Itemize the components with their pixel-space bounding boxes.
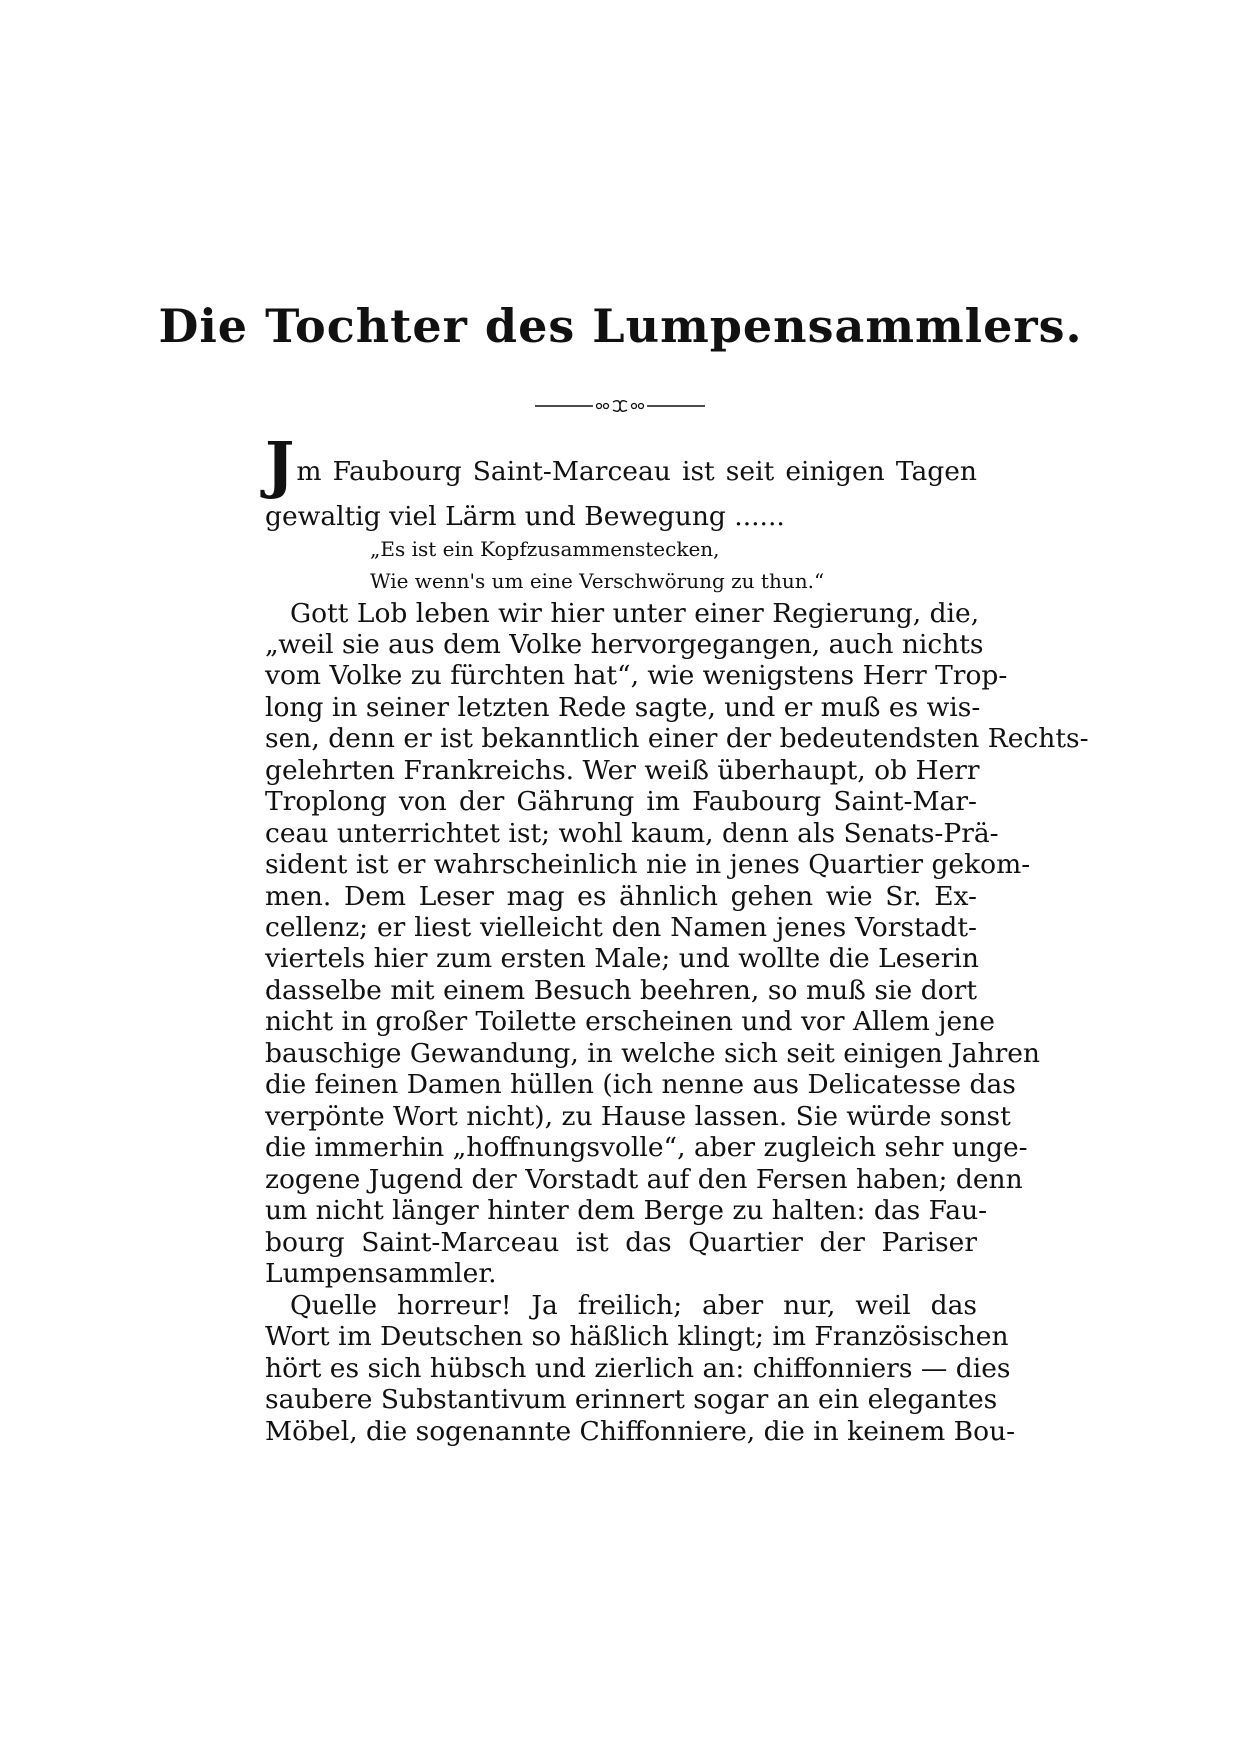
text-line: nicht in großer Toilette erscheinen und vor Allem jene: [265, 1006, 995, 1037]
text-line: saubere Substantivum erinnert sogar an ein elegantes: [265, 1384, 998, 1415]
text-line: cellenz; er liest vielleicht den Namen jenes Vorstadt-: [265, 912, 977, 943]
ornament-divider: [535, 396, 705, 416]
text-line: hört es sich hübsch und zierlich an: chiffonniers — dies: [265, 1353, 1011, 1384]
text-line: long in seiner letzten Rede sagte, und er muß es wis-: [265, 692, 981, 723]
text-line: gelehrten Frankreichs. Wer weiß überhaupt, ob Herr: [265, 755, 980, 786]
verse-line: „Es ist ein Kopfzusammenstecken,: [370, 537, 720, 561]
chapter-title: Die Tochter des Lumpensammlers.: [158, 299, 1083, 353]
text-line: um nicht länger hinter dem Berge zu halten: das Fau-: [265, 1195, 988, 1226]
text-line: verpönte Wort nicht), zu Hause lassen. Sie würde sonst: [265, 1101, 1011, 1132]
text-line: sident ist er wahrscheinlich nie in jenes Quartier gekom-: [265, 849, 1031, 880]
text-line: die immerhin „hoffnungsvolle“, aber zugleich sehr unge-: [265, 1132, 1028, 1163]
first-line-text: m Faubourg Saint-Marceau ist seit einigen Tagen: [296, 456, 977, 487]
text-line: vom Volke zu fürchten hat“, wie wenigstens Herr Trop-: [265, 660, 1008, 691]
drop-cap: J: [265, 428, 295, 501]
text-line: sen, denn er ist bekanntlich einer der bedeutendsten Rechts-: [265, 723, 1089, 754]
text-line: [265, 428, 977, 501]
text-line: Gott Lob leben wir hier unter einer Regierung, die,: [290, 598, 980, 629]
text-line: die feinen Damen hüllen (ich nenne aus Delicatesse das: [265, 1069, 1016, 1100]
text-line: zogene Jugend der Vorstadt auf den Fersen haben; denn: [265, 1164, 1023, 1195]
text-line: Quelle horreur! Ja freilich; aber nur, weil das: [290, 1290, 977, 1321]
text-line: bauschige Gewandung, in welche sich seit einigen Jahren: [265, 1038, 1040, 1069]
text-line: Lumpensammler.: [265, 1258, 497, 1289]
text-line: dasselbe mit einem Besuch beehren, so muß sie dort: [265, 975, 977, 1006]
text-line: Troplong von der Gährung im Faubourg Saint-Mar-: [265, 786, 977, 817]
text-line: bourg Saint-Marceau ist das Quartier der Pariser: [265, 1227, 977, 1258]
verse-line: Wie wenn's um eine Verschwörung zu thun.“: [370, 569, 825, 593]
text-line: Möbel, die sogenannte Chiffonniere, die in keinem Bou-: [265, 1416, 1016, 1447]
text-line: „weil sie aus dem Volke hervorgegangen, auch nichts: [265, 629, 984, 660]
text-line: men. Dem Leser mag es ähnlich gehen wie Sr. Ex-: [265, 881, 977, 912]
text-line: viertels hier zum ersten Male; und wollte die Leserin: [265, 943, 979, 974]
text-line: ceau unterrichtet ist; wohl kaum, denn als Senats-Prä-: [265, 818, 999, 849]
text-line: gewaltig viel Lärm und Bewegung ......: [265, 501, 785, 532]
text-line: Wort im Deutschen so häßlich klingt; im Französischen: [265, 1321, 1009, 1352]
